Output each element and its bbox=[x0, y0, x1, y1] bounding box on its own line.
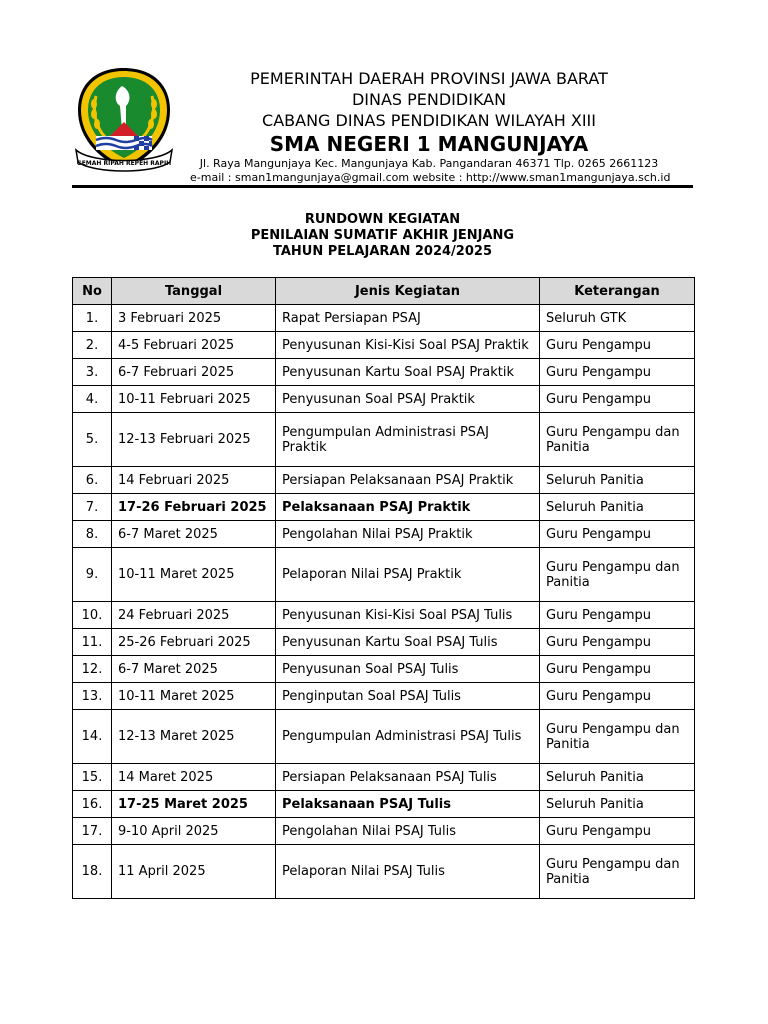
cell-keterangan: Guru Pengampu dan Panitia bbox=[540, 845, 695, 899]
table-row bbox=[73, 683, 695, 710]
cell-kegiatan: Pengolahan Nilai PSAJ Tulis bbox=[276, 818, 540, 845]
cell-keterangan: Seluruh Panitia bbox=[540, 791, 695, 818]
table-row bbox=[73, 305, 695, 332]
cell-kegiatan: Penyusunan Soal PSAJ Tulis bbox=[276, 656, 540, 683]
cell-no: 6. bbox=[73, 467, 112, 494]
table-row bbox=[73, 332, 695, 359]
cell-tanggal: 9-10 April 2025 bbox=[112, 818, 276, 845]
table-row bbox=[73, 845, 695, 899]
header-keterangan: Keterangan bbox=[540, 278, 695, 305]
cell-tanggal: 6-7 Maret 2025 bbox=[112, 521, 276, 548]
cell-tanggal: 10-11 Februari 2025 bbox=[112, 386, 276, 413]
cell-kegiatan: Pengumpulan Administrasi PSAJ Praktik bbox=[276, 413, 540, 467]
cell-tanggal: 14 Februari 2025 bbox=[112, 467, 276, 494]
cell-kegiatan: Penyusunan Kartu Soal PSAJ Tulis bbox=[276, 629, 540, 656]
cell-no: 8. bbox=[73, 521, 112, 548]
cell-no: 16. bbox=[73, 791, 112, 818]
letterhead-government: PEMERINTAH DAERAH PROVINSI JAWA BARAT bbox=[250, 69, 608, 88]
cell-kegiatan: Rapat Persiapan PSAJ bbox=[276, 305, 540, 332]
cell-kegiatan: Penyusunan Kisi-Kisi Soal PSAJ Praktik bbox=[276, 332, 540, 359]
cell-tanggal: 17-25 Maret 2025 bbox=[112, 791, 276, 818]
cell-tanggal: 3 Februari 2025 bbox=[112, 305, 276, 332]
cell-kegiatan: Persiapan Pelaksanaan PSAJ Praktik bbox=[276, 467, 540, 494]
table-header-row bbox=[73, 278, 695, 305]
table-row bbox=[73, 494, 695, 521]
title-line-1: RUNDOWN KEGIATAN bbox=[304, 212, 461, 227]
table-row bbox=[73, 521, 695, 548]
header-jenis-kegiatan: Jenis Kegiatan bbox=[276, 278, 540, 305]
cell-tanggal: 17-26 Februari 2025 bbox=[112, 494, 276, 521]
cell-no: 15. bbox=[73, 764, 112, 791]
cell-kegiatan: Pelaporan Nilai PSAJ Tulis bbox=[276, 845, 540, 899]
cell-no: 3. bbox=[73, 359, 112, 386]
cell-no: 14. bbox=[73, 710, 112, 764]
cell-keterangan: Seluruh Panitia bbox=[540, 467, 695, 494]
cell-tanggal: 12-13 Februari 2025 bbox=[112, 413, 276, 467]
cell-keterangan: Guru Pengampu dan Panitia bbox=[540, 710, 695, 764]
schedule-table bbox=[72, 277, 695, 899]
cell-kegiatan: Persiapan Pelaksanaan PSAJ Tulis bbox=[276, 764, 540, 791]
cell-keterangan: Guru Pengampu bbox=[540, 359, 695, 386]
cell-no: 9. bbox=[73, 548, 112, 602]
letterhead bbox=[190, 68, 671, 185]
cell-kegiatan: Penyusunan Kisi-Kisi Soal PSAJ Tulis bbox=[276, 602, 540, 629]
provincial-logo bbox=[72, 66, 176, 174]
logo-motto: GEMAH RIPAH REPEH RAPIH bbox=[76, 160, 172, 167]
document-title bbox=[72, 212, 693, 260]
school-address: Jl. Raya Mangunjaya Kec. Mangunjaya Kab. Pangandaran 46371 Tlp. 0265 2661123 bbox=[199, 157, 659, 170]
cell-keterangan: Guru Pengampu bbox=[540, 818, 695, 845]
header-tanggal: Tanggal bbox=[112, 278, 276, 305]
table-row bbox=[73, 710, 695, 764]
cell-kegiatan: Pelaksanaan PSAJ Praktik bbox=[276, 494, 540, 521]
table-row bbox=[73, 629, 695, 656]
cell-kegiatan: Pelaksanaan PSAJ Tulis bbox=[276, 791, 540, 818]
cell-no: 11. bbox=[73, 629, 112, 656]
cell-keterangan: Guru Pengampu bbox=[540, 629, 695, 656]
cell-kegiatan: Penginputan Soal PSAJ Tulis bbox=[276, 683, 540, 710]
cell-no: 2. bbox=[73, 332, 112, 359]
table-row bbox=[73, 818, 695, 845]
letterhead-divider bbox=[72, 185, 693, 188]
cell-kegiatan: Penyusunan Kartu Soal PSAJ Praktik bbox=[276, 359, 540, 386]
table-row bbox=[73, 656, 695, 683]
cell-kegiatan: Pengolahan Nilai PSAJ Praktik bbox=[276, 521, 540, 548]
cell-keterangan: Seluruh Panitia bbox=[540, 494, 695, 521]
school-contact: e-mail : sman1mangunjaya@gmail.com website : http://www.sman1mangunjaya.sch.id bbox=[190, 171, 671, 184]
cell-keterangan: Guru Pengampu bbox=[540, 602, 695, 629]
table-row bbox=[73, 467, 695, 494]
cell-keterangan: Guru Pengampu bbox=[540, 683, 695, 710]
cell-no: 10. bbox=[73, 602, 112, 629]
cell-no: 1. bbox=[73, 305, 112, 332]
cell-tanggal: 4-5 Februari 2025 bbox=[112, 332, 276, 359]
cell-keterangan: Guru Pengampu bbox=[540, 656, 695, 683]
table-row bbox=[73, 602, 695, 629]
cell-keterangan: Guru Pengampu dan Panitia bbox=[540, 413, 695, 467]
cell-keterangan: Guru Pengampu bbox=[540, 386, 695, 413]
cell-no: 12. bbox=[73, 656, 112, 683]
cell-tanggal: 10-11 Maret 2025 bbox=[112, 548, 276, 602]
cell-tanggal: 14 Maret 2025 bbox=[112, 764, 276, 791]
table-row bbox=[73, 359, 695, 386]
cell-no: 7. bbox=[73, 494, 112, 521]
table-row bbox=[73, 764, 695, 791]
cell-no: 4. bbox=[73, 386, 112, 413]
cell-no: 5. bbox=[73, 413, 112, 467]
cell-tanggal: 11 April 2025 bbox=[112, 845, 276, 899]
header-no: No bbox=[73, 278, 112, 305]
table-row bbox=[73, 413, 695, 467]
cell-kegiatan: Pengumpulan Administrasi PSAJ Tulis bbox=[276, 710, 540, 764]
cell-keterangan: Seluruh GTK bbox=[540, 305, 695, 332]
cell-tanggal: 12-13 Maret 2025 bbox=[112, 710, 276, 764]
cell-keterangan: Seluruh Panitia bbox=[540, 764, 695, 791]
title-line-2: PENILAIAN SUMATIF AKHIR JENJANG bbox=[250, 228, 515, 243]
table-row bbox=[73, 548, 695, 602]
cell-no: 18. bbox=[73, 845, 112, 899]
letterhead-agency: DINAS PENDIDIKAN bbox=[351, 90, 507, 109]
cell-keterangan: Guru Pengampu bbox=[540, 521, 695, 548]
cell-no: 17. bbox=[73, 818, 112, 845]
cell-no: 13. bbox=[73, 683, 112, 710]
cell-kegiatan: Pelaporan Nilai PSAJ Praktik bbox=[276, 548, 540, 602]
cell-tanggal: 24 Februari 2025 bbox=[112, 602, 276, 629]
cell-keterangan: Guru Pengampu bbox=[540, 332, 695, 359]
letterhead-branch: CABANG DINAS PENDIDIKAN WILAYAH XIII bbox=[262, 111, 596, 130]
cell-kegiatan: Penyusunan Soal PSAJ Praktik bbox=[276, 386, 540, 413]
cell-tanggal: 6-7 Februari 2025 bbox=[112, 359, 276, 386]
cell-keterangan: Guru Pengampu dan Panitia bbox=[540, 548, 695, 602]
cell-tanggal: 10-11 Maret 2025 bbox=[112, 683, 276, 710]
table-row bbox=[73, 791, 695, 818]
table-row bbox=[73, 386, 695, 413]
cell-tanggal: 6-7 Maret 2025 bbox=[112, 656, 276, 683]
title-line-3: TAHUN PELAJARAN 2024/2025 bbox=[272, 244, 492, 259]
school-name: SMA NEGERI 1 MANGUNJAYA bbox=[269, 132, 589, 156]
cell-tanggal: 25-26 Februari 2025 bbox=[112, 629, 276, 656]
